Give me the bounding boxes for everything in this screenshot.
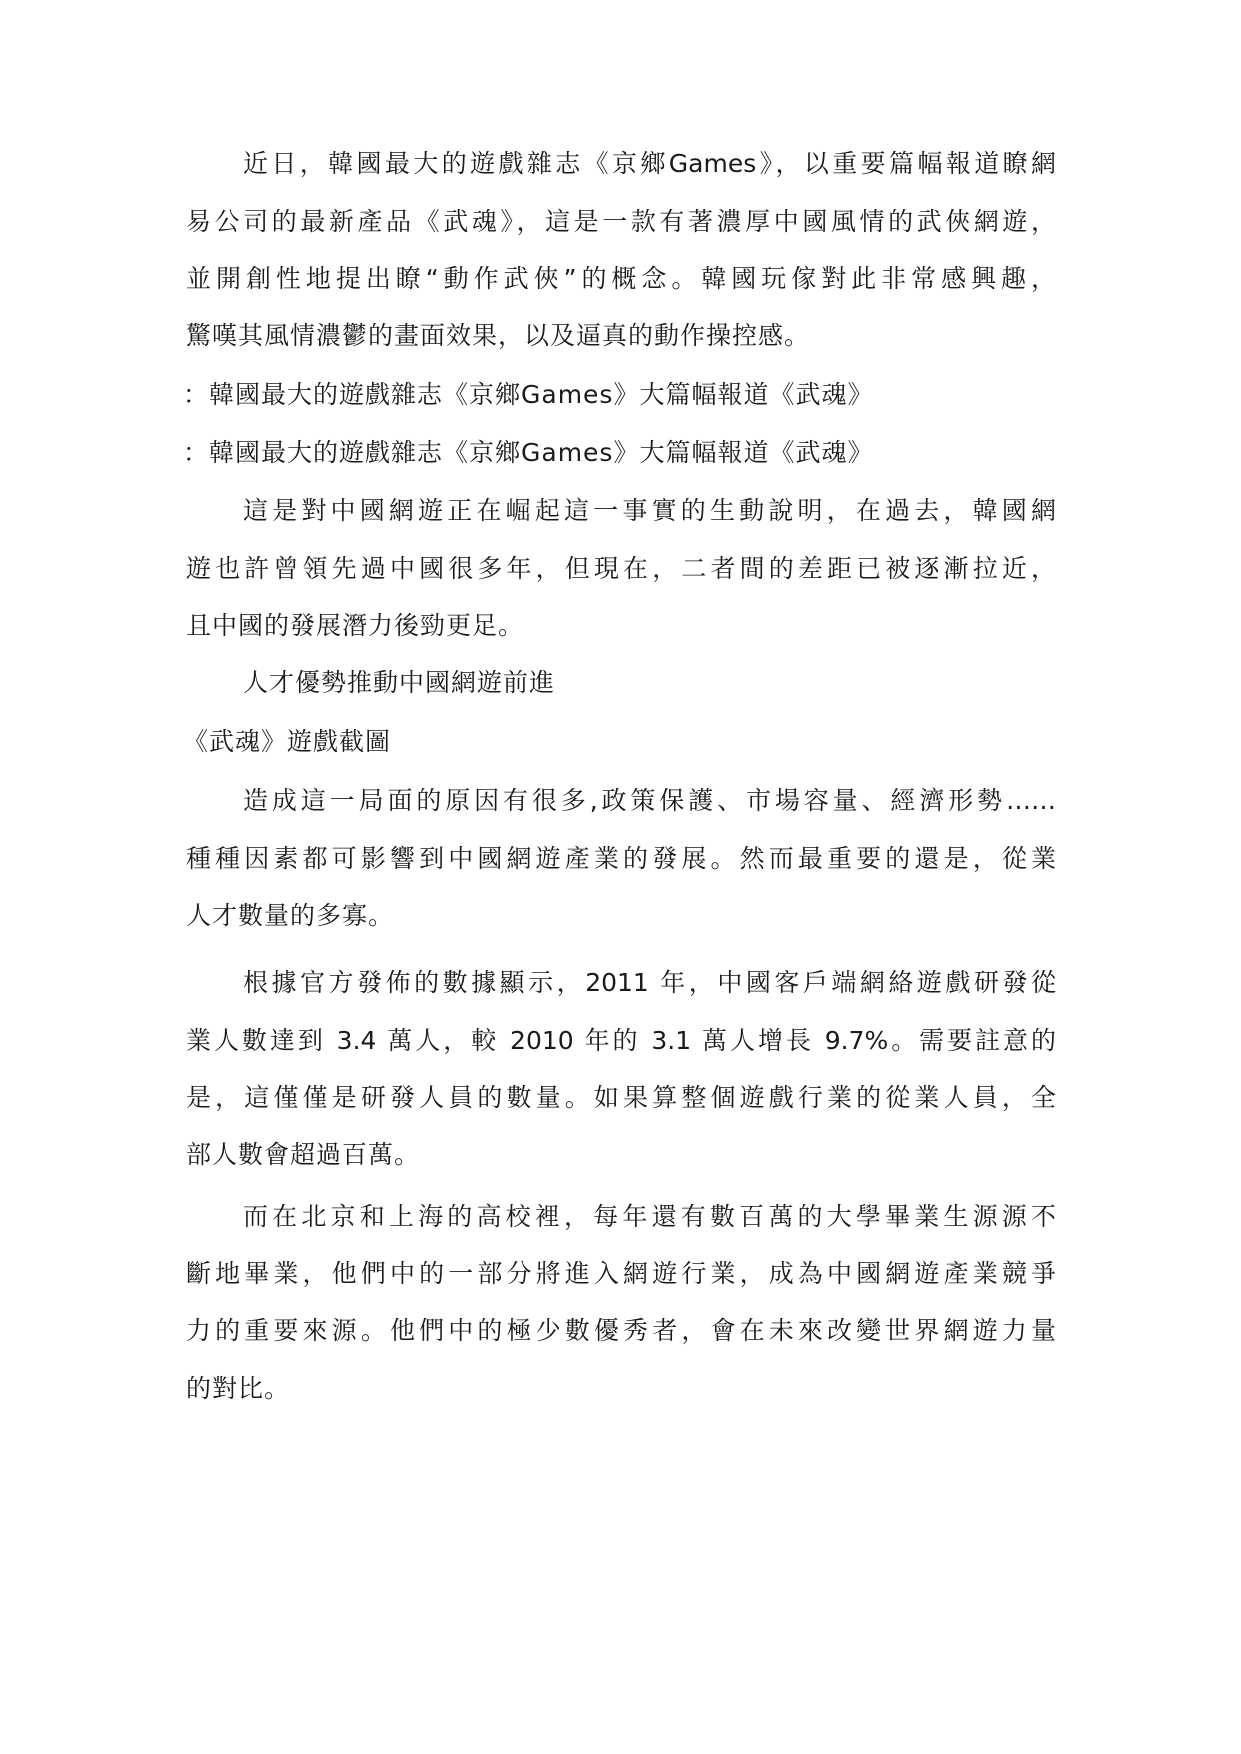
paragraph-1-line-2: 易公司的最新產品《武魂》，這是一款有著濃厚中國風情的武俠網遊， bbox=[186, 207, 1056, 236]
paragraph-3-line-1: 造成這一局面的原因有很多,政策保護、市場容量、經濟形勢…… bbox=[243, 786, 1056, 815]
paragraph-4-line-1: 根據官方發佈的數據顯示，2011 年，中國客戶端網絡遊戲研發從 bbox=[243, 968, 1056, 997]
paragraph-2-line-2: 遊也許曾領先過中國很多年，但現在，二者間的差距已被逐漸拉近， bbox=[186, 554, 1056, 583]
image-caption-2: ：韓國最大的遊戲雜志《京鄉Games》大篇幅報道《武魂》 bbox=[183, 438, 874, 467]
paragraph-4-line-4: 部人數會超過百萬。 bbox=[186, 1140, 421, 1169]
image-caption-1: ：韓國最大的遊戲雜志《京鄉Games》大篇幅報道《武魂》 bbox=[183, 380, 874, 409]
paragraph-3-line-2: 種種因素都可影響到中國網遊產業的發展。然而最重要的還是，從業 bbox=[186, 844, 1056, 873]
paragraph-2-line-1: 這是對中國網遊正在崛起這一事實的生動說明，在過去，韓國網 bbox=[243, 496, 1056, 525]
paragraph-5-line-4: 的對比。 bbox=[186, 1374, 291, 1403]
paragraph-5-line-2: 斷地畢業，他們中的一部分將進入網遊行業，成為中國網遊產業競爭 bbox=[186, 1259, 1056, 1288]
paragraph-1-line-3: 並開創性地提出瞭“動作武俠”的概念。韓國玩傢對此非常感興趣， bbox=[186, 264, 1056, 293]
paragraph-1-line-1: 近日，韓國最大的遊戲雜志《京鄉Games》，以重要篇幅報道瞭網 bbox=[243, 149, 1056, 178]
paragraph-4-line-3: 是，這僅僅是研發人員的數量。如果算整個遊戲行業的從業人員，全 bbox=[186, 1083, 1056, 1112]
paragraph-4-line-2: 業人數達到 3.4 萬人，較 2010 年的 3.1 萬人增長 9.7%。需要註意的 bbox=[186, 1026, 1056, 1055]
paragraph-5-line-1: 而在北京和上海的高校裡，每年還有數百萬的大學畢業生源源不 bbox=[243, 1202, 1056, 1231]
section-heading: 人才優勢推動中國網遊前進 bbox=[243, 668, 556, 697]
paragraph-2-line-3: 且中國的發展潛力後勁更足。 bbox=[186, 611, 525, 640]
screenshot-caption: 《武魂》遊戲截圖 bbox=[183, 727, 392, 756]
paragraph-1-line-4: 驚嘆其風情濃鬱的畫面效果，以及逼真的動作操控感。 bbox=[186, 321, 811, 350]
paragraph-3-line-3: 人才數量的多寡。 bbox=[186, 901, 395, 930]
paragraph-5-line-3: 力的重要來源。他們中的極少數優秀者，會在未來改變世界網遊力量 bbox=[186, 1316, 1056, 1345]
